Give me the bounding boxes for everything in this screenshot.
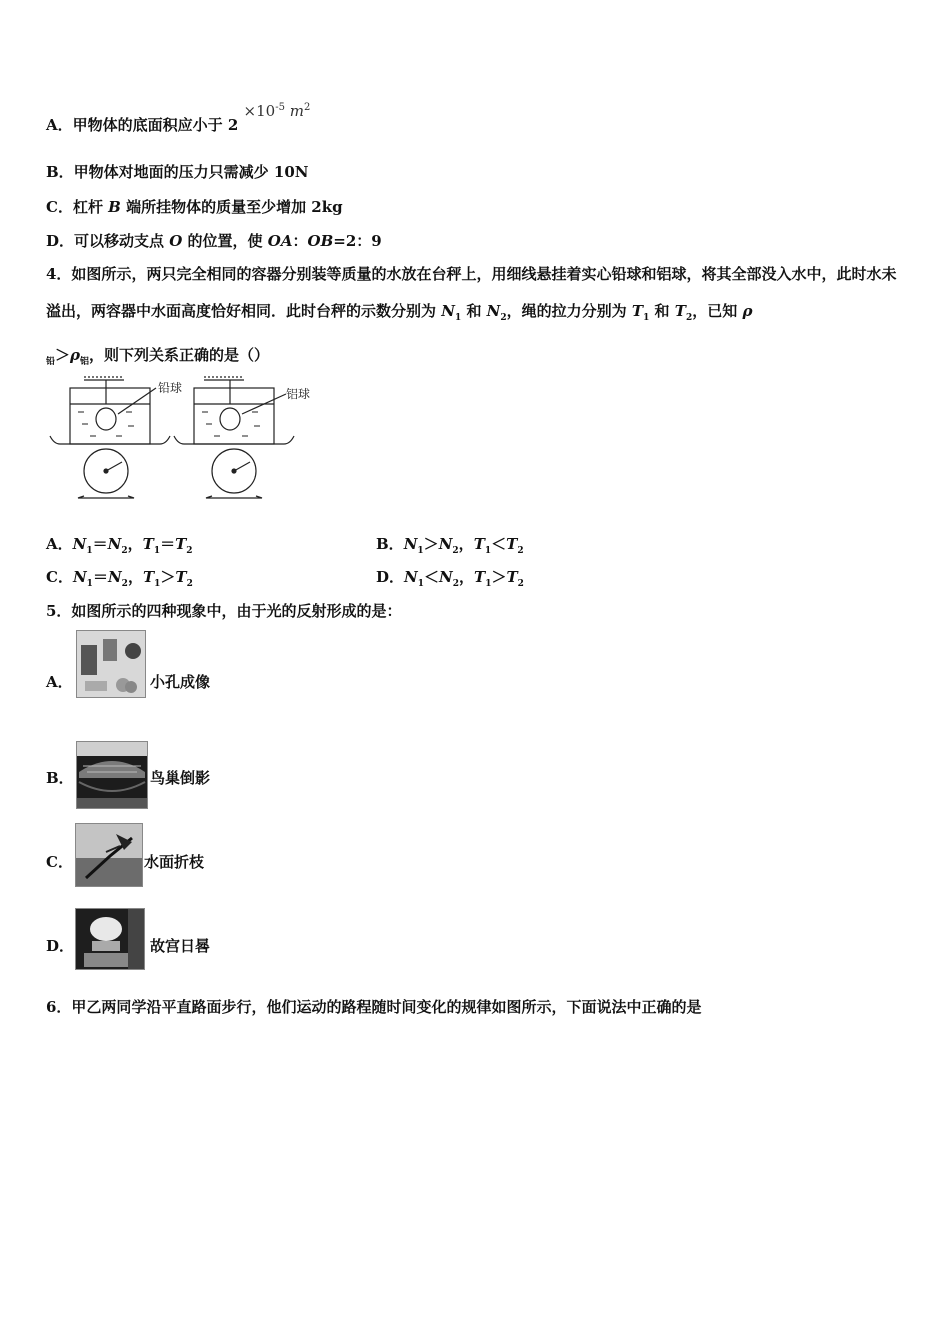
var: N (107, 535, 122, 553)
var: T (142, 535, 154, 553)
letter: D． (376, 568, 405, 586)
sub-lead: 铅 (46, 357, 56, 367)
q4-option-b (376, 533, 524, 556)
var-oa: OA (267, 232, 293, 250)
text: 4．如图所示，两只完全相同的容器分别装等质量的水放在台秤上，用细线悬挂着实心铅球和铝球，将其全部没入水中，此时水未溢出，两容器中水面高度恰好相同．此时台秤的示数分别为 (46, 265, 897, 320)
container-right (194, 388, 274, 444)
q5-option-a-label: 小孔成像 (150, 673, 211, 691)
pinhole-image (76, 630, 146, 698)
sub: 2 (121, 546, 128, 556)
op: ＝ (92, 535, 108, 553)
sub: 1 (484, 546, 492, 556)
op: ＝ (160, 535, 176, 553)
letter: A． (46, 535, 73, 553)
text: ， (459, 568, 475, 586)
var: T (473, 535, 485, 553)
var-n: N (486, 302, 501, 320)
op: ＜ (491, 535, 507, 553)
text: ，则下列关系正确的是（） (89, 346, 270, 364)
exponent: -5 (275, 102, 285, 113)
q4-stem (46, 256, 906, 381)
var-rho: ρ (742, 302, 753, 320)
text: 和 (461, 302, 487, 320)
q3-option-a-expression (244, 102, 311, 120)
var-ob: OB (307, 232, 334, 250)
var-o: O (169, 232, 183, 250)
var: N (107, 568, 122, 586)
text: ： (292, 232, 308, 250)
q5-option-a-letter: A． (46, 673, 73, 691)
text: 端所挂物体的质量至少增加 2kg (120, 198, 343, 216)
q4-option-d (376, 566, 524, 589)
times-ten: ×10 (243, 102, 276, 120)
sub: 1 (154, 579, 161, 589)
sub: 1 (417, 546, 424, 556)
op: ＞ (160, 568, 176, 586)
lead-ball (96, 408, 116, 430)
sub: 1 (86, 546, 93, 556)
q6-stem: 6．甲乙两同学沿平直路面步行，他们运动的路程随时间变化的规律如图所示，下面说法中正确的是 (46, 998, 702, 1016)
q3-option-a-text: A．甲物体的底面积应小于 2 (46, 116, 239, 134)
var: T (175, 568, 187, 586)
sub: 1 (153, 546, 161, 556)
var-b: B (108, 198, 121, 216)
unit-exponent: 2 (303, 102, 311, 113)
q5-option-d-label: 故宫日晷 (150, 937, 211, 955)
var: N (404, 568, 418, 586)
container-left (70, 388, 150, 444)
var-t: T (674, 302, 686, 320)
q3-option-d (46, 230, 382, 251)
var: T (506, 568, 518, 586)
q3-option-c (46, 196, 343, 217)
q4-option-c (46, 566, 193, 589)
q5-option-d-letter: D． (46, 937, 75, 955)
op: ＞ (423, 535, 439, 553)
q4-option-a (46, 533, 193, 556)
q5-stem: 5．如图所示的四种现象中，由于光的反射形成的是： (46, 602, 402, 620)
q5-option-b-letter: B． (46, 769, 74, 787)
scale-platform-right (174, 436, 294, 444)
sub: 2 (517, 546, 524, 556)
var: T (506, 535, 518, 553)
var: N (72, 535, 87, 553)
sub: 2 (685, 313, 693, 323)
q4-figure (46, 374, 326, 504)
op: ＞ (491, 568, 507, 586)
q3-option-b: B．甲物体对地面的压力只需减少 10N (46, 163, 309, 181)
op: ＝ (92, 568, 108, 586)
text: ， (458, 535, 474, 553)
var: N (438, 535, 453, 553)
text: ， (127, 568, 143, 586)
sub: 1 (86, 579, 93, 589)
bent-branch-image (75, 823, 143, 887)
unit: m (289, 102, 304, 120)
sub: 2 (452, 579, 459, 589)
var: T (142, 568, 155, 586)
q5-option-c-letter: C． (46, 853, 73, 871)
sub: 2 (517, 579, 524, 589)
var: N (72, 568, 87, 586)
var: T (175, 535, 187, 553)
letter: C． (46, 568, 73, 586)
text: 的位置，使 (182, 232, 268, 250)
op: ＜ (424, 568, 440, 586)
sub: 1 (417, 579, 424, 589)
text: ， (127, 535, 143, 553)
var: N (403, 535, 418, 553)
text: C．杠杆 (46, 198, 109, 216)
q3-option-a (46, 102, 311, 135)
var: N (439, 568, 453, 586)
scale-platform-left (50, 436, 170, 444)
var: T (474, 568, 486, 586)
label-lead-ball: 铅球 (158, 381, 183, 395)
label-aluminum-ball: 铝球 (286, 387, 311, 401)
sundial-image (75, 908, 145, 970)
birds-nest-image (76, 741, 148, 809)
text: ＞ (55, 346, 71, 364)
var-rho: ρ (70, 346, 81, 364)
sub: 1 (485, 579, 492, 589)
sub: 2 (186, 579, 193, 589)
letter: B． (376, 535, 404, 553)
sub: 2 (500, 313, 507, 323)
sub: 2 (186, 546, 193, 556)
sub-al: 铝 (80, 357, 90, 367)
var-t: T (631, 302, 644, 320)
aluminum-ball (220, 408, 240, 430)
sub: 2 (121, 579, 128, 589)
text: D．可以移动支点 (46, 232, 170, 250)
sub: 2 (452, 546, 459, 556)
sub: 1 (643, 313, 650, 323)
var-n: N (441, 302, 455, 320)
q5-option-c-label: 水面折枝 (144, 853, 205, 871)
text: 和 (649, 302, 675, 320)
q5-option-b-label: 鸟巢倒影 (150, 769, 211, 787)
text: ，绳的拉力分别为 (506, 302, 632, 320)
sub: 1 (454, 313, 462, 323)
text: =2：9 (333, 232, 382, 250)
text: ，已知 (692, 302, 743, 320)
